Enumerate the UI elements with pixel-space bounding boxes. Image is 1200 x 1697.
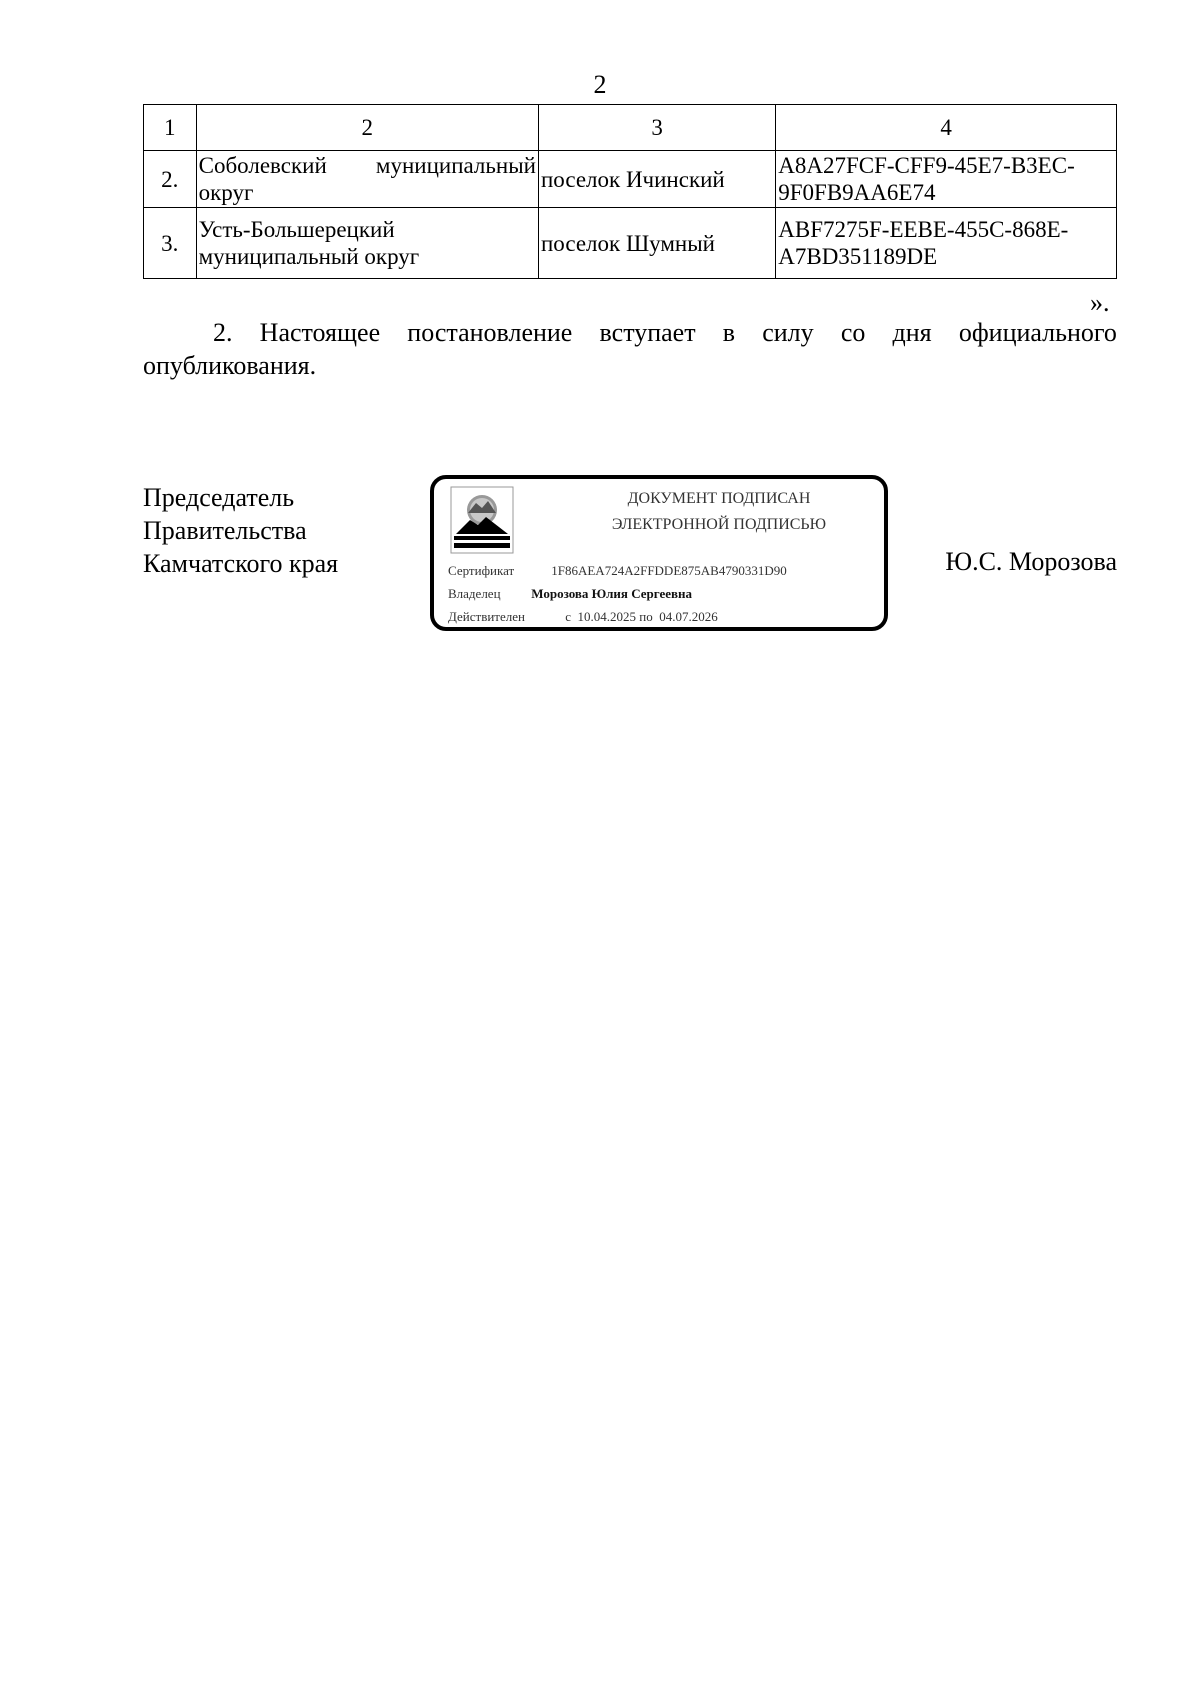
paragraph-word: дня xyxy=(892,318,932,347)
code-line: 9F0FB9AA6E74 xyxy=(778,180,936,205)
code-line: A7BD351189DE xyxy=(778,244,938,269)
code-cell xyxy=(776,208,1117,279)
settlements-table xyxy=(143,104,1117,279)
validity-label: Действителен xyxy=(448,609,525,624)
code-line: A8A27FCF-CFF9-45E7-B3EC- xyxy=(778,153,1075,178)
stamp-title: ДОКУМЕНТ ПОДПИСАН xyxy=(627,490,811,507)
row-number: 2. xyxy=(144,151,197,208)
validity-value: с 10.04.2025 по 04.07.2026 xyxy=(565,609,718,624)
validity-row xyxy=(448,609,718,625)
district-line: округ xyxy=(198,180,254,205)
position-line: Камчатского края xyxy=(143,549,339,578)
electronic-signature-stamp xyxy=(430,475,888,631)
district-cell xyxy=(196,151,538,208)
table-row xyxy=(144,151,1117,208)
table-header-cell: 3 xyxy=(538,105,775,151)
district-line: Усть-Большерецкий xyxy=(198,217,395,242)
kamchatka-emblem-icon xyxy=(450,486,514,554)
stamp-title: ЭЛЕКТРОННОЙ ПОДПИСЬЮ xyxy=(611,516,827,533)
paragraph-word: со xyxy=(840,318,866,347)
certificate-label: Сертификат xyxy=(448,563,515,578)
table-header-row xyxy=(144,105,1117,151)
position-line: Председатель xyxy=(143,483,295,512)
paragraph-word: в xyxy=(722,318,736,347)
district-word: муниципальный xyxy=(375,153,536,178)
table-header-cell: 4 xyxy=(776,105,1117,151)
row-number: 3. xyxy=(144,208,197,279)
paragraph-line: опубликования. xyxy=(143,351,317,380)
paragraph-word: постановление xyxy=(407,318,573,347)
owner-row xyxy=(448,586,692,602)
district-word: Соболевский xyxy=(198,153,327,178)
certificate-row xyxy=(448,563,787,579)
paragraph-word: официального xyxy=(958,318,1117,347)
district-cell xyxy=(196,208,538,279)
owner-value: Морозова Юлия Сергеевна xyxy=(531,586,693,601)
signer-name: Ю.С. Морозова xyxy=(945,547,1117,576)
signer-position xyxy=(143,481,338,580)
paragraph-word: вступает xyxy=(599,318,696,347)
closing-quote: ». xyxy=(1090,288,1110,317)
paragraph-word: силу xyxy=(762,318,814,347)
position-line: Правительства xyxy=(143,516,307,545)
settlement-cell: поселок Шумный xyxy=(538,208,775,279)
paragraph-word: Настоящее xyxy=(259,318,381,347)
certificate-value: 1F86AEA724A2FFDDE875AB4790331D90 xyxy=(551,563,787,578)
code-cell xyxy=(776,151,1117,208)
table-row xyxy=(144,208,1117,279)
code-line: ABF7275F-EEBE-455C-868E- xyxy=(778,217,1069,242)
page-number: 2 xyxy=(593,70,607,99)
table-header-cell: 1 xyxy=(144,105,197,151)
settlement-cell: поселок Ичинский xyxy=(538,151,775,208)
table-header-cell: 2 xyxy=(196,105,538,151)
resolution-paragraph xyxy=(143,316,1117,382)
paragraph-word: 2. xyxy=(213,318,233,347)
owner-label: Владелец xyxy=(448,586,501,601)
district-line: муниципальный округ xyxy=(198,244,420,269)
